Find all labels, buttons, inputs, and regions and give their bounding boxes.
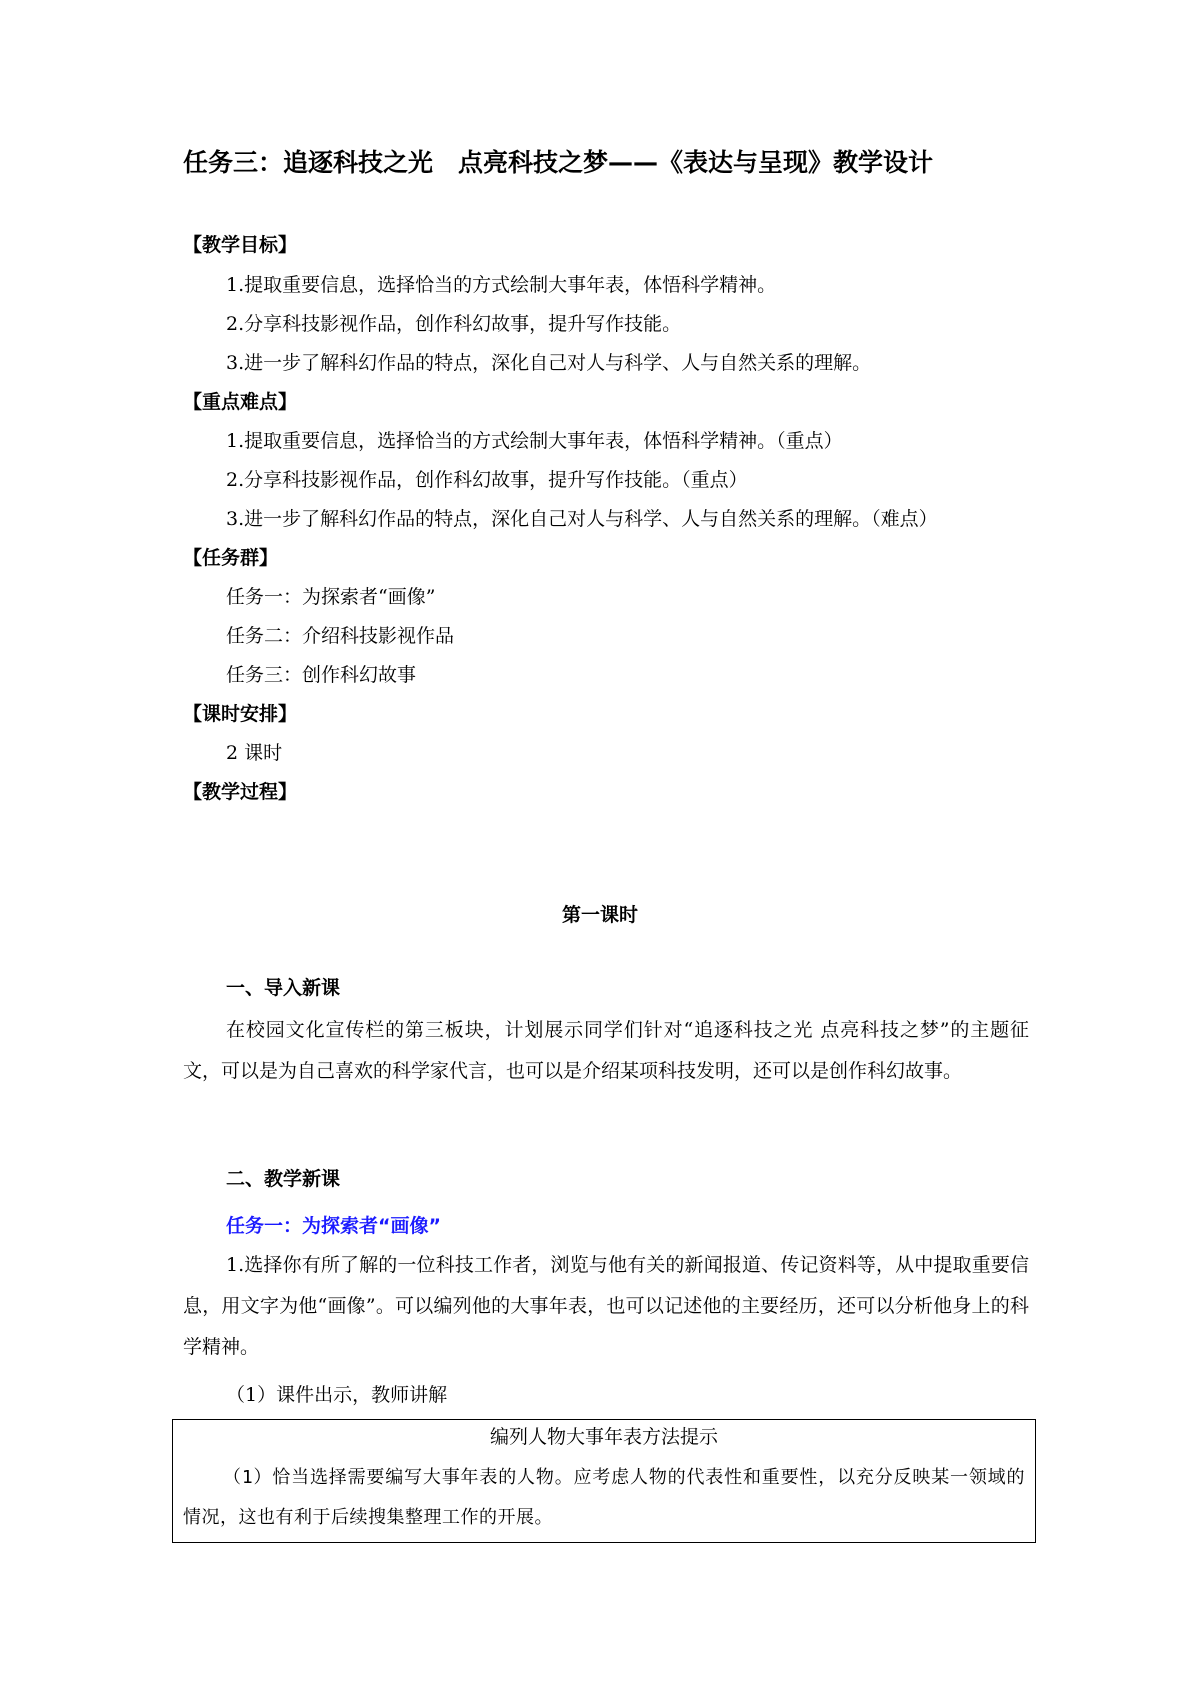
step-one-label: （1）课件出示，教师讲解 <box>226 1384 448 1406</box>
task-group-item: 任务二：介绍科技影视作品 <box>226 625 455 647</box>
part-two-heading: 二、教学新课 <box>226 1168 341 1190</box>
tip-box <box>172 1419 1036 1543</box>
lesson-title: 第一课时 <box>561 904 638 926</box>
key-point-item: 2.分享科技影视作品，创作科幻故事，提升写作技能。（重点） <box>226 469 748 491</box>
task-group-item: 任务一：为探索者“画像” <box>226 586 436 608</box>
goals-heading: 【教学目标】 <box>183 234 298 256</box>
intro-paragraph: 在校园文化宣传栏的第三板块，计划展示同学们针对“追逐科技之光 点亮科技之梦”的主题征文，可以是为自己喜欢的科学家代言，也可以是介绍某项科技发明，还可以是创作科幻故事。 <box>183 1019 1029 1082</box>
tip-box-title: 编列人物大事年表方法提示 <box>489 1426 718 1448</box>
task-one-title: 任务一：为探索者“画像” <box>226 1215 441 1237</box>
key-points-heading: 【重点难点】 <box>183 391 298 413</box>
goal-item: 2.分享科技影视作品，创作科幻故事，提升写作技能。 <box>226 313 682 335</box>
part-one-heading: 一、导入新课 <box>226 977 341 999</box>
document-title: 任务三：追逐科技之光 点亮科技之梦——《表达与呈现》教学设计 <box>183 148 934 177</box>
task-one-paragraph: 1.选择你有所了解的一位科技工作者，浏览与他有关的新闻报道、传记资料等，从中提取重要信息，用文字为他“画像”。可以编列他的大事年表，也可以记述他的主要经历，还可以分析他身上的科学精神。 <box>183 1254 1029 1358</box>
goal-item: 1.提取重要信息，选择恰当的方式绘制大事年表，体悟科学精神。 <box>226 274 777 296</box>
schedule-heading: 【课时安排】 <box>183 703 298 725</box>
task-group-heading: 【任务群】 <box>183 547 279 569</box>
task-group-item: 任务三：创作科幻故事 <box>226 664 417 686</box>
process-heading: 【教学过程】 <box>183 781 298 803</box>
schedule-value: 2 课时 <box>226 742 283 764</box>
key-point-item: 1.提取重要信息，选择恰当的方式绘制大事年表，体悟科学精神。（重点） <box>226 430 843 452</box>
goal-item: 3.进一步了解科幻作品的特点，深化自己对人与科学、人与自然关系的理解。 <box>226 352 872 374</box>
key-point-item: 3.进一步了解科幻作品的特点，深化自己对人与科学、人与自然关系的理解。（难点） <box>226 508 938 530</box>
tip-box-text: （1）恰当选择需要编写大事年表的人物。应考虑人物的代表性和重要性，以充分反映某一领域的情况，这也有利于后续搜集整理工作的开展。 <box>183 1467 1025 1528</box>
